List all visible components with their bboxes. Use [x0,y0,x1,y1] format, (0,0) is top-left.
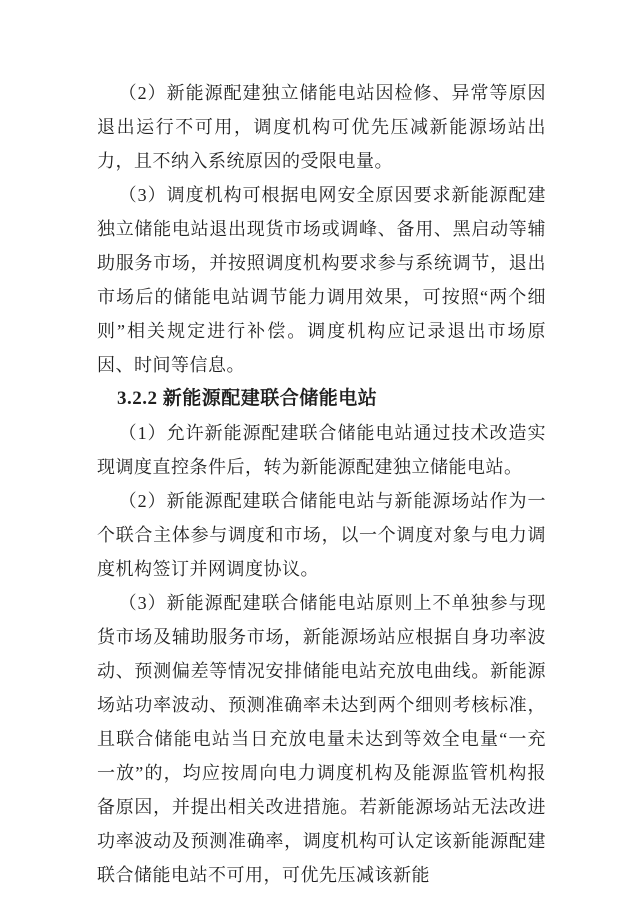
paragraph: （3）调度机构可根据电网安全原因要求新能源配建独立储能电站退出现货市场或调峰、备用、黑启动等辅助服务市场，并按照调度机构要求参与系统调节，退出市场后的储能电站调节能力调用效果，可按照“两个细则”相关规定进行补偿。调度机构应记录退出市场原因、时间等信息。 [97,185,546,375]
document-body [97,76,546,892]
paragraph: （3）新能源配建联合储能电站原则上不单独参与现货市场及辅助服务市场，新能源场站应根据自身功率波动、预测偏差等情况安排储能电站充放电曲线。新能源场站功率波动、预测准确率未达到两个细则考核标准，且联合储能电站当日充放电量未达到等效全电量“一充一放”的，均应按周向电力调度机构及能源监管机构报备原因，并提出相关改进措施。若新能源场站无法改进功率波动及预测准确率，调度机构可认定该新能源配建联合储能电站不可用，可优先压减该新能 [97,593,546,885]
paragraph: （2）新能源配建联合储能电站与新能源场站作为一个联合主体参与调度和市场，以一个调度对象与电力调度机构签订并网调度协议。 [97,491,546,579]
paragraph: （2）新能源配建独立储能电站因检修、异常等原因退出运行不可用，调度机构可优先压减新能源场站出力，且不纳入系统原因的受限电量。 [97,83,546,171]
section-heading: 3.2.2 新能源配建联合储能电站 [116,388,378,409]
paragraph: （1）允许新能源配建联合储能电站通过技术改造实现调度直控条件后，转为新能源配建独立储能电站。 [97,423,546,477]
